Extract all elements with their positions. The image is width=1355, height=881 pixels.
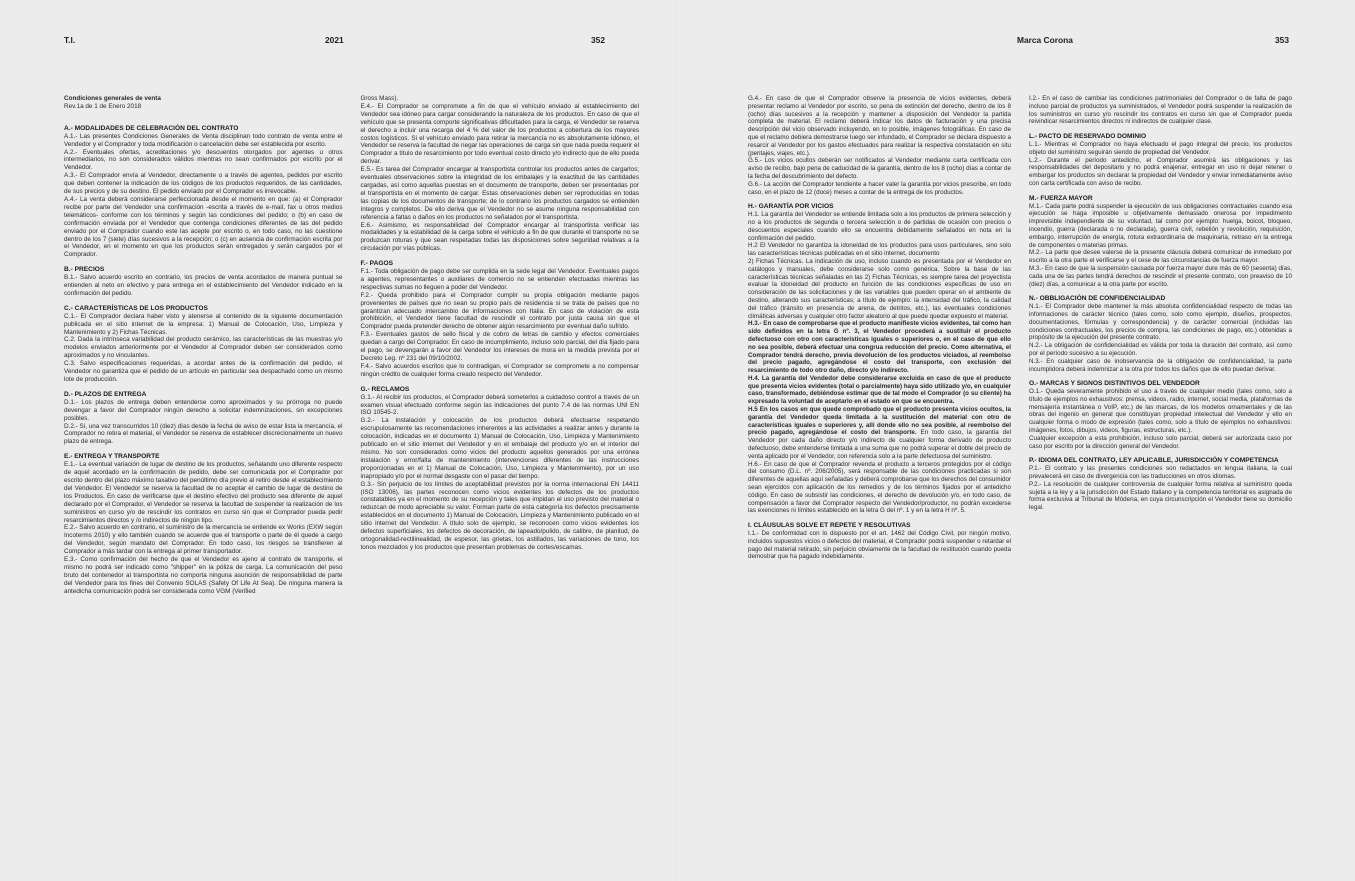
section-heading: E.- ENTREGA Y TRANSPORTE: [64, 453, 160, 461]
clause-section: [361, 386, 640, 552]
clause-section: [1029, 195, 1292, 289]
clause-paragraph: E.4.- El Comprador se compromete a fin de que el vehículo enviado al establecimiento del Vendedor sea idóneo para cargar considerando la naturaleza de los productos. En caso de que el vehículo que se presenta comporte significativas dificultades para la carga, el Vendedor se reserva el derecho a incluir una recarga del 4 % del valor de los productos a cobertura de los mayores costos logísticos. Si el vehículo enviado para retirar la mercancía no es absolutamente idóneo, el Vendedor se reserva la facultad de negar las operaciones de carga sin que nada pueda requerir el Comprador a título de resarcimiento por todo eventual costo directo y/o indirecto que de ello pueda derivar.: [360, 102, 639, 166]
running-head-brand: Marca Corona: [1017, 35, 1073, 45]
clause-section: [748, 95, 1011, 196]
clause-paragraph: E.6.- Asimismo, es responsabilidad del Comprador encargar al transportista verificar las modalidades y la estabilidad de la carga sobre el vehículo a fin de que durante el transporte no se produzcan roturas y que sean respetadas todas las disposiciones sobre seguridad relativas a la circulación por vías públicas.: [360, 221, 639, 253]
clause-paragraph: Gross Mass).: [360, 95, 399, 102]
clause-section: [361, 95, 640, 253]
clause-section: [1029, 295, 1292, 373]
clause-paragraph: G.3.- Sin perjuicio de los límites de aceptabilidad previstos por la norma internacional EN 14411 (ISO 13006), las partes reconocen como vicios evidentes los defectos de los productos constatables ya en el momento de su recepción y tales que impidan el uso previsto del material o reduzcan de modo apreciable su valor. Forman parte de esta categoría los defectos precisamente establecidos en el documento 1) Manual de Colocación, Limpieza y Mantenimiento publicado en el sitio internet del Vendedor. A título solo de ejemplo, se reconocen como vicios evidentes los defectos superficiales, los defectos de decoración, de lapeado/pulido, de calibre, de planitud, de ortogonalidad-rectilinealidad, de espesor, las grietas, los astillados, las variaciones de tono, los tonos mezclados y los productos que presentan problemas de cortes/escamas.: [360, 480, 639, 551]
clause-paragraph: G.4.- En caso de que el Comprador observe la presencia de vicios evidentes, deberá presentar reclamo al Vendedor por escrito, so pena de extinción del derecho, dentro de los 8 (ocho) días sucesivos a la recepción y mantener a disposición del Vendedor la partida completa de material. El reclamo deberá indicar los datos de facturación y una precisa descripción del vicio observado incluyendo, en lo posible, imágenes fotográficas. En caso de que el reclamo debiera demostrarse luego ser infundado, el Comprador se declara dispuesto a resarcir al Vendedor por los gastos efectuados para realizar la respectiva constatación en situ (peritajes, viajes, etc.).: [748, 95, 1011, 157]
section-heading: B.- PRECIOS: [64, 266, 105, 274]
clause-bold-text: La garantía del Vendedor debe considerarse excluida en caso de que el producto que presenta vicios evidentes (total o parcialmente) haya sido utilizado y/o, en cualquier caso, transformado, debiéndose estimar que de tal modo el Comprador (o su cliente) ha expresado la voluntad de aceptarlo en el estado en que se encuentra.: [748, 374, 1011, 406]
text-column: [64, 95, 343, 603]
clause-section: [748, 522, 1011, 561]
clause-paragraph: G.1.- Al recibir los productos, el Comprador deberá someterlos a cuidadoso control a través de un examen visual efectuado conforme según las indicaciones del punto 7.4 de las normas UNI EN ISO 10545-2.: [360, 393, 639, 417]
clause-paragraph: [748, 375, 1011, 406]
clause-paragraph: [748, 320, 1011, 375]
clause-paragraph: E.2.- Salvo acuerdo en contrario, el suministro de la mercancía se entiende ex Works (EXW según Incoterms 2010) y ello también cuando se acuerde que el transporte o parte de él quede a cargo del Vendedor, según mandato del Comprador. En todo caso, los riesgos se transfieren al Comprador a más tardar con la entrega al primer transportador.: [64, 524, 343, 556]
page-number-left: 352: [591, 35, 605, 45]
clause-section: [64, 391, 343, 446]
clause-section: [1029, 457, 1292, 512]
document-revision: Rev.1a de 1 de Enero 2018: [64, 102, 142, 110]
clause-section: [64, 125, 343, 259]
left-page-columns: [64, 95, 639, 603]
clause-paragraph: L.2.- Durante el período antedicho, el Comprador asumirá las obligaciones y las responsabilidades del depositario y no podrá enajenar, entregar en uso ni dejar retener o embargar los productos sin declarar la propiedad del Vendedor y enviar inmediatamente aviso con carta certificada con aviso de recibo.: [1029, 156, 1292, 187]
clause-paragraph: [748, 406, 1011, 461]
clause-paragraph: F.3.- Eventuales gastos de sello fiscal y de cobro de letras de cambio y efectos comerciales quedan a cargo del Comprador. En caso de incumplimiento, incluso solo parcial, del día fijado para el pago, se devengarán a favor del Vendedor los intereses de mora en la medida prevista por el Decreto Leg. nº 231 del 09/10/2002.: [360, 331, 639, 362]
text-column: [748, 95, 1011, 568]
running-head-left: T.I.: [64, 35, 76, 45]
section-heading: F.- PAGOS: [360, 260, 393, 268]
section-heading: A.- MODALIDADES DE CELEBRACIÓN DEL CONTRATO: [64, 124, 239, 132]
clause-section: [1029, 133, 1292, 188]
right-page-columns: [748, 95, 1292, 568]
clause-paragraph: N.3.- En cualquier caso de inobservancia de la obligación de confidencialidad, la parte incumplidora deberá indemnizar a la otra por todos los daños que de ello puedan derivar.: [1029, 357, 1292, 373]
clause-paragraph: H.6.- En caso de que el Comprador revenda el producto a terceros protegidos por el código del consumo (D.L. nº. 206/2005), será responsable de las condiciones practicadas si son diferentes de aquellas aquí señaladas y deberá comprobarse que los derechos del consumidor sean ejercidos con aplicación de los remedios y de los términos fijados por el antedicho código. En caso de subsistir las condiciones, el derecho de devolución y/o, en todo caso, de compensación a favor del Comprador respecto del Vendedor/productor, no podrán excederse las exenciones ni límites establecido en la letra G del nº. 1 y en la letra H nº. 5.: [748, 460, 1012, 515]
clause-number: H.5: [748, 406, 760, 414]
clause-paragraph: F.2.- Queda prohibido para el Comprador cumplir su propia obligación mediante pagos provenientes de países que no sean su propio país de residencia si se trata de países que no garantizan adecuado intercambio de informaciones con Italia. En caso de violación de esta prohibición, el Vendedor tiene facultad de rescindir el contrato por justa causa sin que el Comprador pueda pretender derecho de obtener algún resarcimiento por eventual daño sufrido.: [360, 291, 639, 331]
clause-paragraph: A.3.- El Comprador envía al Vendedor, directamente o a través de agentes, pedidos por escrito que deben contener la indicación de los códigos de los productos requeridos, de las cantidades, de sus precios y de su destino. El pedido enviado por el Comprador es irrevocable.: [64, 172, 343, 196]
clause-paragraph: B.1.- Salvo acuerdo escrito en contrario, los precios de venta acordados de manera puntual se entienden al neto en efectivo y para entrega en el establecimiento del Vendedor indicado en la confirmación del pedido.: [64, 274, 343, 297]
clause-paragraph: H.1. La garantía del Vendedor se entiende limitada solo a los productos de primera selección y no a los productos de segunda o tercera selección o de partidas de ocasión con precios o descuentos especiales cuando ello se encuentra debidamente señalados en nota en la confirmación del pedido.: [748, 211, 1011, 242]
clause-text: En todo caso, la garantía del Vendedor por cada daño directo y/o indirecto de cualquier forma derivado de producto defectuoso, debe entenderse limitada a una suma que no podrá superar el doble del precio de venta aplicado por el Vendedor, con referencia solo a la parte defectuosa del suministro.: [748, 429, 1011, 460]
section-heading: N.- OBBLIGACIÓN DE CONFIDENCIALIDAD: [1029, 295, 1166, 303]
clause-paragraph: C.1.- El Comprador declara haber visto y atenerse al contenido de la siguiente documentación publicada en el sitio internet de la empresa: 1) Manual de Colocación, Uso, Limpieza y Mantenimiento y 2) Fichas Técnicas.: [64, 312, 343, 336]
clause-section: [1029, 380, 1292, 450]
clause-number: H.4.: [748, 374, 762, 382]
section-heading: O.- MARCAS Y SIGNOS DISTINTIVOS DEL VENDEDOR: [1029, 380, 1200, 388]
document-intro: [64, 95, 343, 111]
section-heading: P.- IDIOMA DEL CONTRATO, LEY APLICABLE, JURISDICCIÓN Y COMPETENCIA: [1029, 457, 1279, 465]
clause-paragraph: I.2.- En el caso de cambiar las condiciones patrimoniales del Comprador o de falta de pago incluso parcial de productos ya suministrados, el Vendedor podrá suspender la realización de los suministros en curso y/o rescindir los contratos en curso sin que el Comprador pueda reivindicar resarcimientos directos ni indirectos de cualquier clase.: [1029, 95, 1292, 126]
text-column: [1029, 95, 1292, 568]
clause-paragraph: P.2.- La resolución de cualquier controversia de cualquier forma relativa al suministro queda sujeta a la ley y a la jurisdicción del Estado Italiano y la competencia territorial es asignada de forma exclusiva al Tribunal de Módena, en cuya circunscripción el Vendedor tiene su domicilio legal.: [1029, 480, 1292, 512]
clause-number: H.3.-: [748, 320, 764, 328]
clause-paragraph: D.2.- Si, una vez transcurridos 10 (diez) días desde la fecha de aviso de estar lista la mercancía, el Comprador no retira el material, el Vendedor se reserva de establecer discrecionalmente un nuevo plazo de entrega.: [64, 422, 343, 446]
clause-paragraph: G.5.- Los vicios ocultos deberán ser notificados al Vendedor mediante carta certificada con aviso de recibo, bajo pena de caducidad de la garantía, dentro de los 8 (ocho) días a contar de la fecha del descubrimiento del defecto.: [748, 157, 1011, 180]
clause-bold-text: En caso de comprobarse que el producto manifieste vicios evidentes, tal como han sido definidos en la letra G nº. 3, el Vendedor procederá a sustituir el producto defectuoso con otro con características iguales o superiores o, en el caso de que ello no sea posible, deberá efectuar una congrua reducción del precio. Como alternativa, el Comprador tendrá derecho, previa devolución de los productos viciados, al reembolso del precio pagado, agregándose el costo del transporte, con exclusión del resarcimiento de todo otro daño, directo y/o indirecto.: [748, 320, 1012, 375]
clause-paragraph: G.6.- La acción del Comprador tendiente a hacer valer la garantía por vicios prescribe, en todo caso, en el plazo de 12 (doce) meses a contar de la entrega de los productos.: [748, 180, 1011, 196]
clause-paragraph: E.5.- Es tarea del Comprador encargar al transportista controlar los productos antes de cargarlos; eventuales observaciones sobre la integridad de los embalajes y la exactitud de las cantidades cargadas, así como aquellas puestas en el documento de transporte, deben ser presentadas por el transportista en el momento de cargar. Estas observaciones deben ser reproducidas en todas las copias de los documentos de transporte; de lo contrario los productos cargados se entienden íntegros y completos. De ello deriva que el Vendedor no se asume ninguna responsabilidad con referencia a faltas o daños en los productos no señalados por el transportista.: [360, 166, 639, 221]
section-heading: G.- RECLAMOS: [360, 385, 410, 393]
section-heading: M.- FUERZA MAYOR: [1029, 194, 1093, 202]
clause-paragraph: 2) Fichas Técnicas. La indicación de uso, incluso cuando es presentada por el Vendedor en catálogos y manuales, debe considerarse solo como genérica. Sobre la base de las características técnicas señaladas en las 2) Fichas Técnicas, es siempre tarea del proyectista evaluar la idoneidad del producto en función de las condiciones específicas de uso en consideración de las solicitaciones y de las variables que pueden operar en el ambiente de destino, alterando sus características; a título de ejemplo: la intensidad del tráfico, la calidad del tráfico (tránsito en presencia de arena, de detritos, etc.), las eventuales condiciones climáticas adversas y cualquier otro factor aleatorio al que puede quedar expuesto el material.: [748, 257, 1011, 320]
clause-paragraph: Cualquier excepción a esta prohibición, incluso solo parcial, deberá ser autorizada caso por caso por escrito por la dirección general del Vendedor.: [1029, 434, 1292, 450]
clause-paragraph: D.1.- Los plazos de entrega deben entenderse como aproximados y su prórroga no puede devengar a favor del Comprador ningún derecho a solicitar indemnizaciones, sin excepciones posibles.: [64, 398, 343, 422]
clause-section: [748, 203, 1011, 515]
clause-paragraph: N.2.- La obligación de confidencialidad es válida por toda la duración del contrato, así como por el período sucesivo a su ejecución.: [1029, 342, 1292, 357]
clause-paragraph: M.2.- La parte que desee valerse de la presente cláusula deberá comunicar de inmediato por escrito a la otra parte el verificarse y el cese de las circunstancias de fuerza mayor.: [1029, 249, 1292, 265]
clause-paragraph: G.2.- La instalación y colocación de los productos deberá efectuarse respetando escrupulosamente las recomendaciones inherentes a las actividades a realizar antes y durante la colocación, indicadas en el documento 1) Manual de Colocación, Uso, Limpieza y Mantenimiento publicado en el sitio internet del Vendedor y en el embalaje del producto y/o en el interior del mismo. No son considerados como vicios del producto aquellos generados por una errónea instalación y error/falta de mantenimiento (intervenciones diferentes de las instrucciones proporcionadas en el 1) Manual de Colocación, Uso, Limpieza y Mantenimiento), por un uso inapropiado y/o por el normal desgaste con el pasar del tiempo.: [360, 417, 639, 480]
clause-paragraph: C.3. Salvo especificaciones requeridas, a acordar antes de la confirmación del pedido, el Vendedor no garantiza que el pedido de un artículo en particular sea despachado como un mismo lote de producción.: [64, 360, 343, 383]
clause-paragraph: H.2 El Vendedor no garantiza la idoneidad de los productos para usos particulares, sino solo las características técnicas publicadas en el sitio internet, documento: [748, 242, 1011, 258]
clause-paragraph: O.1.- Queda severamente prohibido el uso a través de cualquier medio (tales como, solo a título de ejemplos no exhaustivos: prensa, videos, radio, internet, social media, plataformas de mensajería instantánea o VoIP, etc.) de las marcas, de los modelos ornamentales y de las obras del ingenio en general que constituyan propiedad intelectual del Vendedor y ello en cualquier forma o modo de expresión (tales como, solo a título de ejemplos no exhaustivos: imágenes, fotos, dibujos, videos, figuras, estructuras, etc.).: [1029, 388, 1292, 435]
text-column: [361, 95, 640, 603]
clause-section: [1029, 95, 1292, 126]
section-heading: H.- GARANTÍA POR VICIOS: [748, 203, 834, 211]
clause-paragraph: C.2. Dada la intrínseca variabilidad del producto cerámico, las características de las muestras y/o modelos enviados anteriormente por el Vendedor al Comprador deben ser considerados como aproximados y no vinculantes.: [64, 336, 343, 360]
page-number-right: 353: [1275, 35, 1289, 45]
left-page: [0, 0, 677, 881]
clause-paragraph: A.2.- Eventuales ofertas, acreditaciones y/o descuentos otorgados por agentes u otros intermediarios, no son considerados válidos mientras no sean confirmados por escrito por el Vendedor.: [64, 148, 343, 172]
clause-paragraph: M.3.- En caso de que la suspensión causada por fuerza mayor dure más de 60 (sesenta) días, cada una de las partes tendrá derechos de rescindir el presente contrato, con preaviso de 10 (diez) días, a comunicar a la otra parte por escrito.: [1029, 264, 1292, 288]
section-heading: L.- PACTO DE RESERVADO DOMINIO: [1029, 133, 1147, 141]
right-page: [678, 0, 1355, 881]
clause-bold-text: En los casos en que quede comprobado que el producto presenta vicios ocultos, la garantía del Vendedor queda limitada a la sustitución del material con otro de características iguales o superiores y, allí donde ello no sea posible, al reembolso del precio pagado, agregándose el costo del transporte.: [748, 406, 1011, 437]
clause-paragraph: E.3.- Como confirmación del hecho de que el Vendedor es ajeno al contrato de transporte, el mismo no podrá ser indicado como "shipper" en la póliza de carga. La comunicación del peso bruto del contenedor al transportista no comporta ninguna asunción de responsabilidad de parte del Vendedor para los fines del Convenio SOLAS (Safety Of Life At Sea). De ninguna manera la antedicha comunicación podrá ser considerada como VGM (Verified: [64, 556, 343, 595]
clause-paragraph: N.1.- El Comprador debe mantener la más absoluta confidencialidad respecto de todas las informaciones de carácter técnico (tales como, solo como ejemplo, diseños, prospectos, documentaciones, fórmulas y correspondencia) y de carácter comercial (incluidas las condiciones contractuales, los precios de compra, las condiciones de pago, etc.) obtenidas a propósito de la ejecución del presente contrato.: [1029, 303, 1292, 342]
clause-section: [64, 453, 343, 595]
clause-paragraph: A.4.- La venta deberá considerarse perfeccionada desde el momento en que: (a) el Comprador recibe por parte del Vendedor una confirmación -escrita a través de e-mail, fax u otros medios telemáticos- conforme con los términos y según las condiciones del pedido; o (b) en caso de confirmación enviada por el Vendedor que contenga condiciones diferentes de las del pedido enviado por el Comprador cuando este las acepte por escrito o, en todo caso, no las cuestione dentro de los 7 (siete) días sucesivos a la recepción; o (c) en ausencia de confirmación escrita por el Vendedor, en el momento en que los productos serán entregados y serán cargados por el Comprador.: [64, 195, 343, 259]
clause-paragraph: F.1.- Toda obligación de pago debe ser cumplida en la sede legal del Vendedor. Eventuales pagos a agentes, representantes o auxiliares de comercio no se entienden efectuadas mientras las respectivas sumas no lleguen a poder del Vendedor.: [360, 268, 639, 291]
clause-section: [361, 260, 640, 379]
clause-paragraph: A.1.- Las presentes Condiciones Generales de Venta disciplinan todo contrato de venta entre el Vendedor y el Comprador y toda modificación o cancelación debe ser establecida por escrito.: [64, 132, 343, 148]
section-heading: C.- CARACTERÍSTICAS DE LOS PRODUCTOS: [64, 304, 208, 312]
clause-paragraph: P.1.- El contrato y las presentes condiciones son redactados en lengua italiana, la cual prevalecerá en caso de divergencia con las traducciones en otros idiomas.: [1029, 465, 1292, 481]
clause-section: [64, 305, 343, 384]
clause-paragraph: I.1.- De conformidad con lo dispuesto por el art. 1462 del Código Civil, por ningún motivo, incluidos supuestos vicios o defectos del material, el Comprador podrá suspender o retardar el pago del material retirado, sin perjuicio obviamente de la facultad de restitución cuando pueda demostrar que ha pagado indebidamente.: [748, 530, 1011, 561]
document-title: Condiciones generales de venta: [64, 95, 161, 102]
clause-paragraph: L.1.- Mientras el Comprador no haya efectuado el pago integral del precio, los productos objeto del suministro seguirán siendo de propiedad del Vendedor.: [1029, 140, 1292, 156]
clause-paragraph: E.1.- La eventual variación de lugar de destino de los productos, señalando uno diferente respecto de aquel acordado en la confirmación de pedido, debe ser comunicada por el Comprador por escrito dentro del plazo máximo taxativo del penúltimo día previo al retiro desde el establecimiento del Vendedor. El Vendedor se reserva la facultad de no aceptar el cambio de lugar de destino de los Productos. En caso de verificarse que el destino efectivo del producto sea diferente de aquel declarado por el Comprador, el Vendedor se reserva la facultad de suspender la realización de los suministros en curso y/o de rescindir los contratos en curso sin que el Comprador pueda pedir resarcimientos directos y /o indirectos de ningún tipo.: [64, 461, 343, 524]
section-heading: D.- PLAZOS DE ENTREGA: [64, 390, 147, 398]
running-head-year: 2021: [325, 35, 344, 45]
clause-paragraph: M.1.- Cada parte podrá suspender la ejecución de sus obligaciones contractuales cuando esa ejecución se haga imposible u objetivamente demasiado onerosa por impedimento imprevisible independiente de su voluntad, tal como por ejemplo: huelga, boicot, bloqueo, incendio, guerra (declarada o no declarada), guerra civil, rebelión y revolución, requisición, embargo, interrupción de energía, rotura extraordinaria de maquinaria, retraso en la entrega de componentes o materias primas.: [1029, 202, 1292, 249]
clause-section: [64, 266, 343, 298]
section-heading: I. CLÁUSULAS SOLVE ET REPETE Y RESOLUTIVAS: [748, 522, 911, 530]
clause-paragraph: F.4.- Salvo acuerdos escritos que lo contradigan, el Comprador se compromete a no compensar ningún crédito de cualquier forma creado respecto del Vendedor.: [360, 362, 639, 378]
